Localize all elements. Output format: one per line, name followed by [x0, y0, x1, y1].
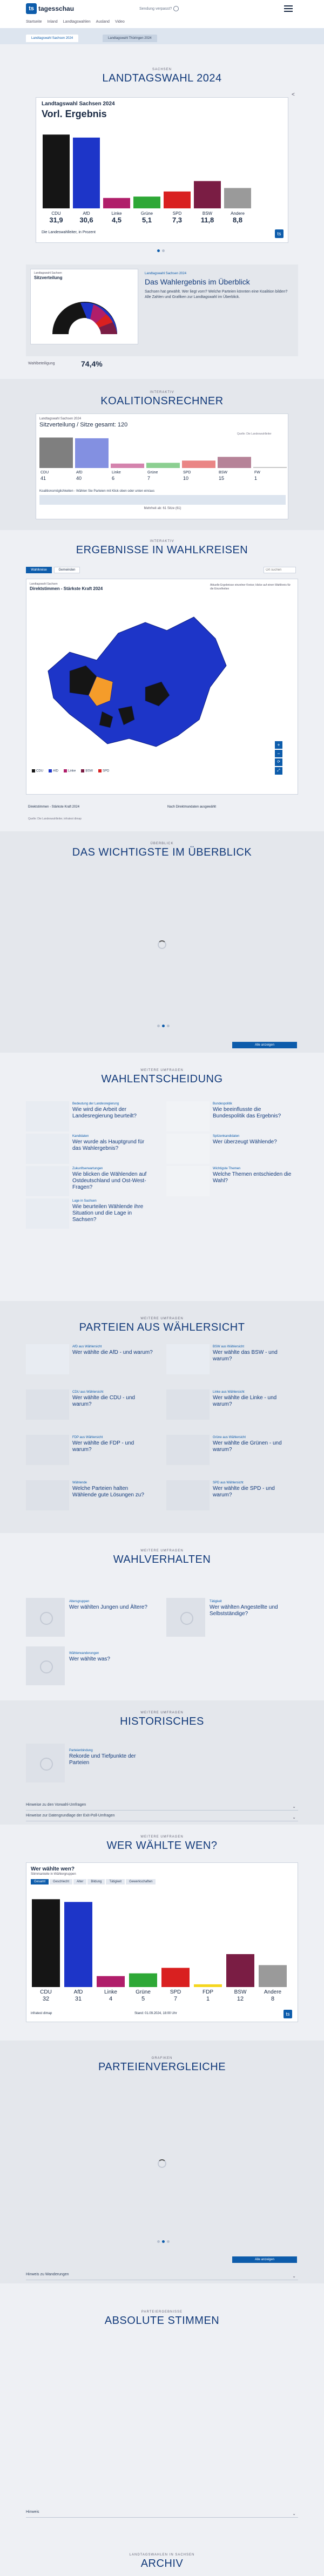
- behavior-kicker: WEITERE UMFRAGEN: [140, 1549, 184, 1553]
- who-card-subtitle: Stimmanteile in Wählergruppen: [31, 1873, 76, 1876]
- history-item-title[interactable]: Rekorde und Tiefpunkte der Parteien: [69, 1753, 136, 1766]
- who-footer-mid: Stand: 01.09.2024, 18:00 Uhr: [134, 2012, 177, 2015]
- absolute-link[interactable]: Hinweis ⌄: [26, 2510, 298, 2518]
- result-card: [36, 97, 288, 243]
- coalition-source: Quelle: Die Landeswahlleiter: [237, 432, 272, 436]
- result-value-label: 5,1: [141, 216, 152, 224]
- coalition-kicker: INTERAKTIV: [150, 391, 174, 394]
- seat-bar-cdu[interactable]: [39, 438, 73, 468]
- story-card[interactable]: [30, 269, 138, 344]
- seat-label: BSW: [219, 471, 227, 474]
- party-title[interactable]: Wer wählte die Linke - und warum?: [213, 1395, 277, 1407]
- party-title[interactable]: Wer wählte die SPD - und warum?: [213, 1486, 275, 1498]
- seat-label: Linke: [112, 471, 121, 474]
- decision-title[interactable]: Wer wurde als Hauptgrund für das Wahlergebnis?: [72, 1139, 145, 1151]
- decision-kicker: Wichtigste Themen: [213, 1167, 241, 1170]
- seat-value: 1: [254, 476, 258, 481]
- seat-value: 40: [76, 476, 82, 481]
- who-category-label: FDP: [202, 1989, 213, 1995]
- seat-label: AfD: [76, 471, 83, 474]
- who-filter-0[interactable]: Gesamt: [31, 1879, 49, 1884]
- tagesschau-badge-icon: ts: [275, 229, 284, 238]
- decision-thumb[interactable]: [26, 1198, 69, 1229]
- chevron-down-icon: ⌄: [292, 1815, 296, 1820]
- party-kicker: FDP aus Wählersicht: [72, 1436, 103, 1439]
- behavior-kicker-3: Wählerwanderungen: [69, 1652, 99, 1655]
- decision-title[interactable]: Wie beurteilen Wählende ihre Situation und die Lage in Sachsen?: [72, 1204, 144, 1223]
- seat-label: SPD: [183, 471, 191, 474]
- seat-arc-graphic: [31, 280, 139, 342]
- overview-heading: DAS WICHTIGSTE IM ÜBERBLICK: [72, 846, 252, 858]
- who-bar-cdu: [32, 1899, 60, 1987]
- result-category-label: Andere: [231, 211, 245, 216]
- result-card-title: Landtagswahl Sachsen 2024: [42, 101, 115, 107]
- decision-kicker: WEITERE UMFRAGEN: [140, 1069, 184, 1072]
- menu-icon[interactable]: [284, 5, 293, 12]
- election-tabs: [0, 28, 324, 44]
- party-thumb[interactable]: [166, 1480, 210, 1510]
- who-filter-3[interactable]: Bildung: [87, 1879, 105, 1884]
- thumb-taetigkeit[interactable]: [166, 1598, 205, 1637]
- party-thumb[interactable]: [166, 1435, 210, 1465]
- who-value-label: 32: [42, 1996, 50, 2002]
- absolute-heading: ABSOLUTE STIMMEN: [104, 2315, 220, 2327]
- seat-label: Grüne: [147, 471, 158, 474]
- map-source: Quelle: Die Landeswahlleiter, infratest dimap: [28, 817, 82, 821]
- chevron-down-icon: ⌄: [292, 1804, 296, 1809]
- story-kicker: Landtagswahl Sachsen 2024: [145, 272, 187, 275]
- decision-kicker: Bedeutung der Landesregierung: [72, 1102, 119, 1106]
- who-bar-andere: [259, 1965, 287, 1987]
- parties-heading: PARTEIEN AUS WÄHLERSICHT: [79, 1321, 245, 1333]
- turnout-value: 74,4%: [81, 360, 103, 368]
- behavior-kicker-2: Tätigkeit: [210, 1600, 222, 1603]
- thumb-history[interactable]: [26, 1744, 65, 1782]
- who-filter-4[interactable]: Tätigkeit: [106, 1879, 125, 1884]
- who-filter-2[interactable]: Alter: [73, 1879, 86, 1884]
- carousel-dots[interactable]: [157, 249, 165, 252]
- result-heading: LANDTAGSWAHL 2024: [102, 72, 222, 84]
- nav-item-video[interactable]: Video: [114, 20, 125, 24]
- tagesschau-badge-icon: ts: [284, 2010, 292, 2018]
- reset-icon[interactable]: ⟳: [275, 758, 282, 766]
- who-card: [26, 1862, 298, 2022]
- result-bar-afd: [73, 138, 100, 208]
- place-search-input[interactable]: [264, 567, 296, 573]
- map-heading: ERGEBNISSE IN WAHLKREISEN: [76, 544, 248, 556]
- party-title[interactable]: Wer wählte das BSW - und warum?: [213, 1350, 278, 1362]
- who-bar-linke: [97, 1976, 125, 1987]
- party-title[interactable]: Welche Parteien halten Wählende gute Lösungen zu?: [72, 1486, 144, 1498]
- history-kicker: WEITERE UMFRAGEN: [140, 1711, 184, 1714]
- story-title[interactable]: Das Wahlergebnis im Überblick: [145, 277, 250, 286]
- result-bar-grüne: [133, 196, 160, 208]
- decision-thumb[interactable]: [166, 1101, 210, 1131]
- overview-more-button[interactable]: Alle anzeigen: [232, 1042, 297, 1048]
- behavior-title-1[interactable]: Wer wählten Jungen und Ältere?: [69, 1604, 147, 1610]
- tab-wahlkreise[interactable]: Wahlkreise: [26, 567, 52, 573]
- decision-thumb[interactable]: [166, 1166, 210, 1196]
- party-thumb[interactable]: [26, 1435, 69, 1465]
- result-value-label: 31,9: [49, 216, 63, 224]
- party-thumb[interactable]: [26, 1344, 69, 1374]
- seat-bar-grüne[interactable]: [146, 463, 180, 468]
- compare-heading: PARTEIENVERGLEICHE: [98, 2061, 226, 2073]
- story-text: Sachsen hat gewählt. Wer liegt vorn? Welche Parteien könnten eine Koalition bilden? Alle Zahlen und Grafiken zur Landtagswahl im Überblick.: [145, 290, 288, 299]
- seat-value: 41: [40, 476, 46, 481]
- map-controls: [26, 561, 298, 578]
- compare-kicker: GRAFIKEN: [151, 2057, 173, 2060]
- tab-thueringen[interactable]: Landtagswahl Thüringen 2024: [103, 35, 157, 42]
- map-card: [26, 579, 298, 795]
- result-value-label: 8,8: [232, 216, 243, 224]
- legend-cdu: CDU: [32, 769, 43, 773]
- result-category-label: Linke: [111, 211, 122, 216]
- who-category-label: SPD: [170, 1989, 181, 1995]
- who-category-label: Linke: [104, 1989, 117, 1995]
- seat-bar-spd[interactable]: [182, 460, 215, 468]
- tab-sachsen[interactable]: Landtagswahl Sachsen 2024: [26, 35, 78, 42]
- who-category-label: BSW: [234, 1989, 247, 1995]
- chevron-down-icon: ⌄: [292, 2511, 296, 2516]
- loading-spinner: [158, 940, 166, 949]
- party-kicker: BSW aus Wählersicht: [213, 1345, 245, 1348]
- decision-thumb[interactable]: [26, 1134, 69, 1164]
- tab-gemeinden[interactable]: Gemeinden: [54, 567, 80, 573]
- absolute-kicker: PARTEIERGEBNISSE: [141, 2310, 183, 2314]
- who-kicker: WEITERE UMFRAGEN: [140, 1835, 184, 1839]
- history-item-kicker: Parteienbindung: [69, 1749, 93, 1752]
- thumb-alter[interactable]: [26, 1598, 65, 1637]
- history-link-1[interactable]: Hinweise zu den Vorwahl-Umfragen ⌄: [26, 1803, 298, 1811]
- decision-title[interactable]: Wie blicken die Wählenden auf Ostdeutschland und Ost-West-Fragen?: [72, 1171, 147, 1190]
- party-thumb[interactable]: [26, 1389, 69, 1420]
- coalition-heading: KOALITIONSRECHNER: [100, 395, 224, 407]
- map-footer-left: Direktstimmen - Stärkste Kraft 2024: [28, 805, 80, 809]
- decision-title[interactable]: Wie beeinflusste die Bundespolitik das Ergebnis?: [213, 1107, 281, 1119]
- result-bar-spd: [164, 192, 191, 208]
- result-bar-bsw: [194, 181, 221, 208]
- zoom-out-icon[interactable]: −: [275, 750, 282, 757]
- compare-link[interactable]: Hinweis zu Wanderungen ⌄: [26, 2273, 298, 2280]
- seat-value: 10: [183, 476, 189, 481]
- decision-kicker: Spitzenkandidaten: [213, 1135, 240, 1138]
- who-value-label: 5: [141, 1996, 145, 2002]
- result-category-label: AfD: [83, 211, 90, 216]
- legend-linke: Linke: [64, 769, 76, 773]
- result-value-label: 11,8: [200, 216, 214, 224]
- parties-kicker: WEITERE UMFRAGEN: [140, 1317, 184, 1320]
- result-value-label: 30,6: [79, 216, 93, 224]
- who-category-label: Grüne: [136, 1989, 151, 1995]
- behavior-title-2[interactable]: Wer wählten Angestellte und Selbstständige?: [210, 1604, 278, 1617]
- logo-mark: ts: [26, 3, 37, 14]
- party-kicker: Wählende: [72, 1481, 87, 1484]
- majority-label: Mehrheit ab: 61 Sitze (61): [144, 507, 181, 510]
- behavior-title-3[interactable]: Wer wählte was?: [69, 1656, 110, 1662]
- who-card-title: Wer wählte wen?: [31, 1866, 75, 1872]
- who-bar-spd: [161, 1968, 190, 1987]
- decision-kicker: Bundespolitik: [213, 1102, 232, 1106]
- legend-afd: AfD: [49, 769, 58, 773]
- decision-kicker: Lage in Sachsen: [72, 1199, 97, 1203]
- share-icon[interactable]: <: [292, 92, 295, 98]
- result-footnote: Die Landeswahlleiter, in Prozent: [42, 231, 96, 234]
- map-footer-right: Nach Direktmandaten ausgewählt: [167, 805, 217, 809]
- map-info: Aktuelle Ergebnisse einzelner Kreise; klicke auf einen Wahlkreis für die Einzelheiten: [210, 584, 291, 591]
- who-category-label: Andere: [264, 1989, 282, 1995]
- who-filter-1[interactable]: Geschlecht: [50, 1879, 72, 1884]
- legend-bsw: BSW: [81, 769, 93, 773]
- who-filter-5[interactable]: Gewerkschaften: [126, 1879, 156, 1884]
- fullscreen-icon[interactable]: ⤢: [275, 767, 282, 775]
- coalition-hint: Koalitionsmöglichkeiten - Wählen Sie Parteien mit Klick oben oder unten ein/aus: [39, 490, 155, 493]
- site-logo[interactable]: [26, 3, 74, 14]
- who-category-label: CDU: [40, 1989, 52, 1995]
- coalition-card: [36, 413, 288, 519]
- compare-more-button[interactable]: Alle anzeigen: [232, 2256, 297, 2263]
- party-title[interactable]: Wer wählte die FDP - und warum?: [72, 1440, 134, 1453]
- result-bar-cdu: [43, 134, 70, 208]
- who-value-label: 7: [173, 1996, 178, 2002]
- map-legend: [32, 769, 109, 773]
- party-kicker: Grüne aus Wählersicht: [213, 1436, 246, 1439]
- result-card-subtitle: Vorl. Ergebnis: [42, 109, 107, 119]
- result-bar-andere: [224, 188, 251, 208]
- who-value-label: 8: [271, 1996, 275, 2002]
- result-category-label: BSW: [202, 211, 213, 216]
- overview-dots[interactable]: [157, 1025, 170, 1027]
- search-label: Sendung verpasst?: [139, 6, 172, 11]
- result-category-label: Grüne: [140, 211, 153, 216]
- seat-bar-linke[interactable]: [111, 464, 144, 468]
- zoom-in-icon[interactable]: +: [275, 741, 282, 749]
- nav-item-ausland[interactable]: Ausland: [96, 20, 110, 24]
- loading-spinner: [158, 2159, 166, 2168]
- who-bar-fdp: [194, 1984, 222, 1987]
- archive-kicker: LANDTAGSWAHLEN IN SACHSEN: [129, 2553, 195, 2557]
- legend-spd: SPD: [98, 769, 109, 773]
- party-kicker: SPD aus Wählersicht: [213, 1481, 244, 1484]
- decision-heading: WAHLENTSCHEIDUNG: [101, 1073, 223, 1085]
- seat-bar-afd[interactable]: [75, 438, 109, 468]
- overview-kicker: ÜBERBLICK: [150, 842, 174, 845]
- who-bar-grüne: [129, 1974, 157, 1987]
- main-nav: [26, 20, 125, 24]
- decision-thumb[interactable]: [26, 1166, 69, 1196]
- seat-bar-fw[interactable]: [253, 467, 287, 468]
- result-value-label: 7,3: [172, 216, 183, 224]
- party-kicker: Linke aus Wählersicht: [213, 1391, 245, 1394]
- who-value-label: 4: [109, 1996, 113, 2002]
- nav-item-inland[interactable]: Inland: [47, 20, 58, 24]
- seat-value: 7: [147, 476, 151, 481]
- play-icon: [173, 6, 179, 11]
- seat-value: 6: [112, 476, 115, 481]
- seat-label: FW: [254, 471, 260, 474]
- who-bar-afd: [64, 1902, 92, 1987]
- map-card-title: Direktstimmen - Stärkste Kraft 2024: [30, 586, 103, 591]
- who-footer-left: infratest dimap: [31, 2012, 52, 2015]
- behavior-heading: WAHLVERHALTEN: [113, 1554, 211, 1565]
- majority-bar: [39, 495, 286, 505]
- who-bar-chart: [26, 1863, 299, 2023]
- result-value-label: 4,5: [111, 216, 122, 224]
- thumb-wanderung[interactable]: [26, 1646, 65, 1685]
- party-title[interactable]: Wer wählte die CDU - und warum?: [72, 1395, 135, 1407]
- decision-title[interactable]: Welche Themen entschieden die Wahl?: [213, 1171, 292, 1184]
- map-kicker: INTERAKTIV: [150, 540, 174, 543]
- turnout-label: Wahlbeteiligung: [28, 362, 55, 365]
- who-heading: WER WÄHLTE WEN?: [106, 1840, 218, 1852]
- coalition-card-label: Landtagswahl Sachsen 2024: [39, 417, 82, 421]
- history-heading: HISTORISCHES: [120, 1716, 204, 1727]
- nav-item-start[interactable]: Startseite: [26, 20, 42, 24]
- party-thumb[interactable]: [166, 1344, 210, 1374]
- seat-value: 15: [219, 476, 225, 481]
- result-kicker: SACHSEN: [152, 68, 172, 71]
- party-kicker: CDU aus Wählersicht: [72, 1391, 104, 1394]
- result-category-label: SPD: [172, 211, 182, 216]
- result-category-label: CDU: [51, 211, 61, 216]
- seat-bar-bsw[interactable]: [218, 457, 251, 468]
- search-button[interactable]: [139, 6, 179, 11]
- chevron-down-icon: ⌄: [292, 2274, 296, 2279]
- coalition-card-title: Sitzverteilung / Sitze gesamt: 120: [39, 422, 128, 428]
- party-title[interactable]: Wer wählte die Grünen - und warum?: [213, 1440, 282, 1453]
- result-bar-linke: [103, 198, 130, 208]
- who-value-label: 31: [75, 1996, 82, 2002]
- site-header: [0, 0, 324, 28]
- logo-text: tagesschau: [38, 5, 75, 12]
- seat-label: CDU: [40, 471, 49, 474]
- decision-thumb[interactable]: [26, 1101, 69, 1131]
- story-card-label: Landtagswahl Sachsen: [34, 272, 62, 275]
- decision-title[interactable]: Wie wird die Arbeit der Landesregierung beurteilt?: [72, 1107, 137, 1119]
- who-category-label: AfD: [73, 1989, 83, 1995]
- nav-item-ltw[interactable]: Landtagswahlen: [63, 20, 91, 24]
- behavior-kicker-1: Altersgruppen: [69, 1600, 90, 1603]
- result-bar-chart: [36, 98, 289, 243]
- saxony-map[interactable]: [37, 601, 232, 757]
- compare-dots[interactable]: [157, 2240, 170, 2243]
- party-thumb[interactable]: [26, 1480, 69, 1510]
- archive-heading: ARCHIV: [140, 2558, 184, 2570]
- party-title[interactable]: Wer wählte die AfD - und warum?: [72, 1350, 153, 1355]
- decision-title[interactable]: Wer überzeugt Wählende?: [213, 1139, 277, 1145]
- history-link-2[interactable]: Hinweise zur Datengrundlage der Exit-Poll-Umfragen ⌄: [26, 1814, 298, 1821]
- who-value-label: 1: [206, 1996, 210, 2002]
- party-kicker: AfD aus Wählersicht: [72, 1345, 102, 1348]
- who-value-label: 12: [237, 1996, 244, 2002]
- story-card-title: Sitzverteilung: [34, 275, 63, 280]
- map-card-label: Landtagswahl Sachsen: [30, 582, 58, 586]
- decision-kicker: Kandidaten: [72, 1135, 89, 1138]
- decision-kicker: Zukunftserwartungen: [72, 1167, 103, 1170]
- decision-thumb[interactable]: [166, 1134, 210, 1164]
- who-bar-bsw: [226, 1954, 254, 1987]
- party-thumb[interactable]: [166, 1389, 210, 1420]
